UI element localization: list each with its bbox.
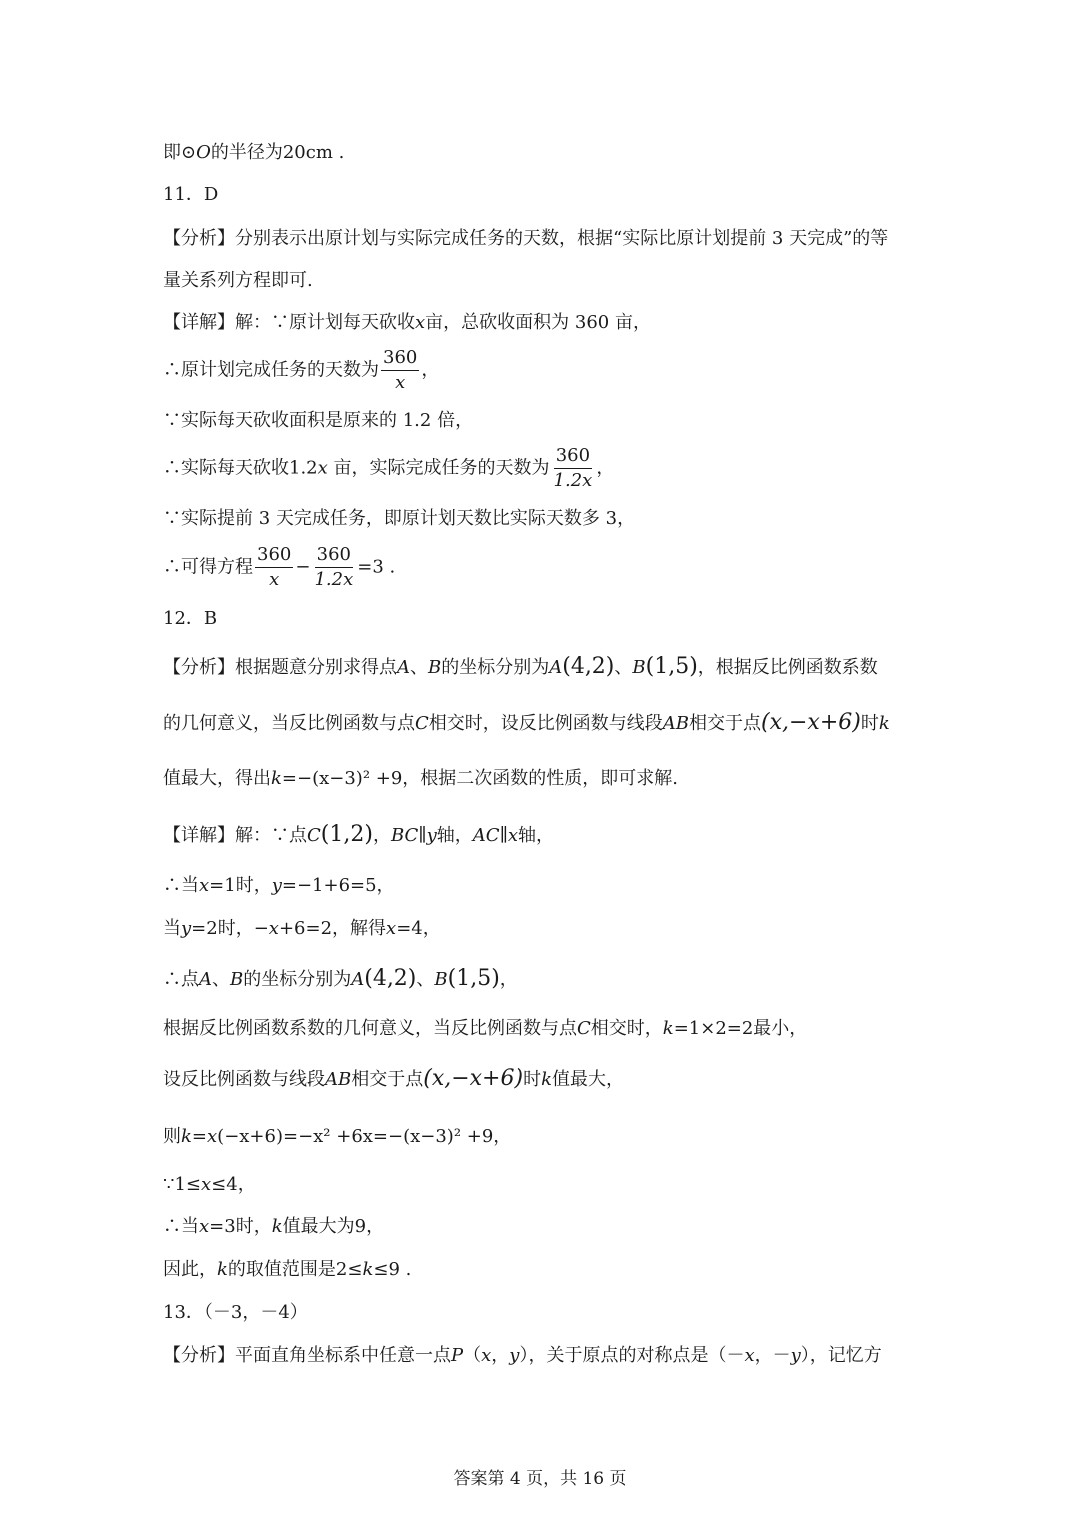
analysis-12-line-1: 【分析】根据题意分别求得点A、B的坐标分别为A(4,2)、B(1,5)，根据反比例函数系数 xyxy=(163,654,878,679)
analysis-13-line-1: 【分析】平面直角坐标系中任意一点P（x，y），关于原点的对称点是（－x，－y），记忆方 xyxy=(163,1345,882,1366)
detail-12-line-4: ∴点A、B的坐标分别为A(4,2)、B(1,5)， xyxy=(163,966,518,991)
detail-11-line-4: ∴实际每天砍收1.2x 亩，实际完成任务的天数为 $\frac{360}{1.2x}$ ， xyxy=(163,445,615,491)
analysis-11-line-1: 【分析】分别表示出原计划与实际完成任务的天数，根据“实际比原计划提前 3 天完成”的等 xyxy=(163,228,889,249)
detail-11-line-3: ∵实际每天砍收面积是原来的 1.2 倍， xyxy=(163,410,474,431)
detail-12-line-7: 则k=x(−x+6)=−x² +6x=−(x−3)² +9， xyxy=(163,1126,512,1147)
detail-12-line-3: 当y=2时，−x+6=2，解得x=4， xyxy=(163,918,441,939)
fraction: $\frac{360}{1.2x}$ xyxy=(553,445,593,491)
fraction: $\frac{360}{x}$ xyxy=(257,544,292,590)
text-line: 即⊙O的半径为20cm . xyxy=(163,142,345,163)
answer-11: 11．D xyxy=(163,184,219,205)
answer-12: 12．B xyxy=(163,608,218,629)
detail-11-line-6: ∴可得方程 $\frac{360}{x}$ − $\frac{360}{1.2x}$ =3 . xyxy=(163,544,396,590)
analysis-12-line-2: 的几何意义，当反比例函数与点C相交时，设反比例函数与线段AB相交于点(x,−x+6)时k xyxy=(163,710,890,735)
detail-12-line-1: 【详解】解：∵点C(1,2)，BC∥y轴，AC∥x轴， xyxy=(163,822,555,847)
page-footer: 答案第 4 页，共 16 页 xyxy=(453,1469,627,1489)
answer-13: 13．（－3，－4） xyxy=(163,1302,308,1323)
analysis-11-line-2: 量关系列方程即可. xyxy=(163,270,313,291)
analysis-12-line-3: 值最大，得出k=−(x−3)² +9，根据二次函数的性质，即可求解. xyxy=(163,768,679,789)
detail-12-line-5: 根据反比例函数系数的几何意义，当反比例函数与点C相交时，k=1×2=2最小， xyxy=(163,1018,808,1039)
detail-12-line-6: 设反比例函数与线段AB相交于点(x,−x+6)时k值最大， xyxy=(163,1066,624,1091)
detail-11-line-1: 【详解】解：∵原计划每天砍收x亩，总砍收面积为 360 亩， xyxy=(163,312,651,333)
fraction: $\frac{360}{1.2x}$ xyxy=(314,544,354,590)
fraction: $\frac{360}{x}$ xyxy=(383,347,418,393)
detail-12-line-10: 因此，k的取值范围是2≤k≤9 . xyxy=(163,1259,412,1280)
detail-11-line-5: ∵实际提前 3 天完成任务，即原计划天数比实际天数多 3， xyxy=(163,508,636,529)
detail-12-line-9: ∴当x=3时，k值最大为9， xyxy=(163,1216,385,1237)
detail-11-line-2: ∴原计划完成任务的天数为 $\frac{360}{x}$ ， xyxy=(163,347,440,393)
detail-12-line-2: ∴当x=1时，y=−1+6=5， xyxy=(163,875,395,896)
detail-12-line-8: ∵1≤x≤4， xyxy=(163,1174,256,1195)
